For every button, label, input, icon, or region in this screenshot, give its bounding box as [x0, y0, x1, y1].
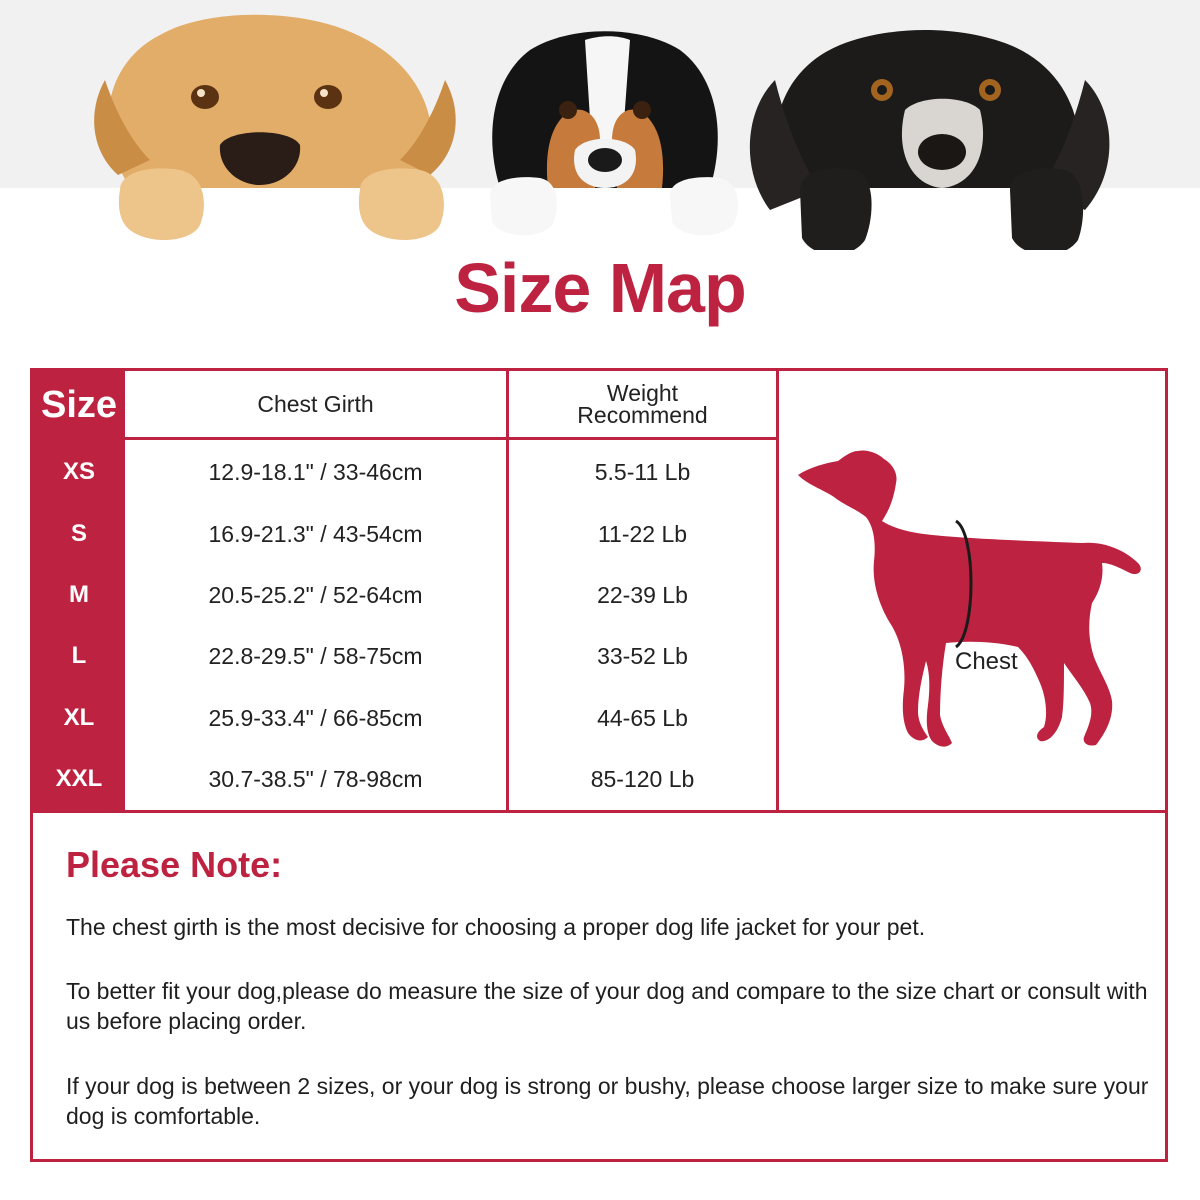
chest-cell: 25.9-33.4" / 66-85cm [208, 705, 423, 731]
size-cell-m: M [69, 581, 89, 608]
weight-cell: 85-120 Lb [590, 766, 695, 792]
note-title: Please Note: [66, 844, 283, 885]
size-header: Size [40, 384, 118, 426]
page-title: Size Map [454, 249, 746, 327]
chest-girth-header: Chest Girth [257, 391, 374, 417]
dogs-banner-illustration [0, 0, 1200, 250]
chest-cell: 30.7-38.5" / 78-98cm [208, 766, 423, 792]
chest-cell: 20.5-25.2" / 52-64cm [208, 582, 423, 608]
weight-header-line1: Weight [606, 380, 679, 406]
size-cell-l: L [71, 642, 87, 669]
weight-cell: 44-65 Lb [597, 705, 688, 731]
size-cell-xl: XL [63, 704, 95, 731]
size-column [33, 371, 125, 812]
weight-cell: 11-22 Lb [597, 521, 688, 547]
column-divider [776, 371, 779, 812]
note-paragraph-measure: To better fit your dog,please do measure the size of your dog and compare to the size chart or consult with us before placing order. [66, 978, 1148, 1034]
weight-cell: 22-39 Lb [597, 582, 688, 608]
size-cell-xxl: XXL [55, 765, 103, 792]
note-paragraph-chest-girth: The chest girth is the most decisive for choosing a proper dog life jacket for your pet. [66, 914, 926, 940]
weight-cell: 33-52 Lb [597, 643, 688, 669]
size-cell-s: S [70, 520, 87, 547]
weight-header [509, 371, 776, 437]
note-paragraph-between-sizes: If your dog is between 2 sizes, or your dog is strong or bushy, please choose larger size to make sure your dog is comfortable. [66, 1073, 1149, 1129]
dog-silhouette-diagram [782, 371, 1165, 812]
weight-cell: 5.5-11 Lb [594, 459, 691, 485]
header-divider [125, 437, 776, 440]
chest-cell: 12.9-18.1" / 33-46cm [208, 459, 423, 485]
chest-cell: 16.9-21.3" / 43-54cm [208, 521, 423, 547]
chest-cell: 22.8-29.5" / 58-75cm [208, 643, 423, 669]
chest-label: Chest [955, 648, 1018, 675]
weight-header-line2: Recommend [577, 402, 708, 428]
size-cell-xs: XS [62, 458, 95, 485]
